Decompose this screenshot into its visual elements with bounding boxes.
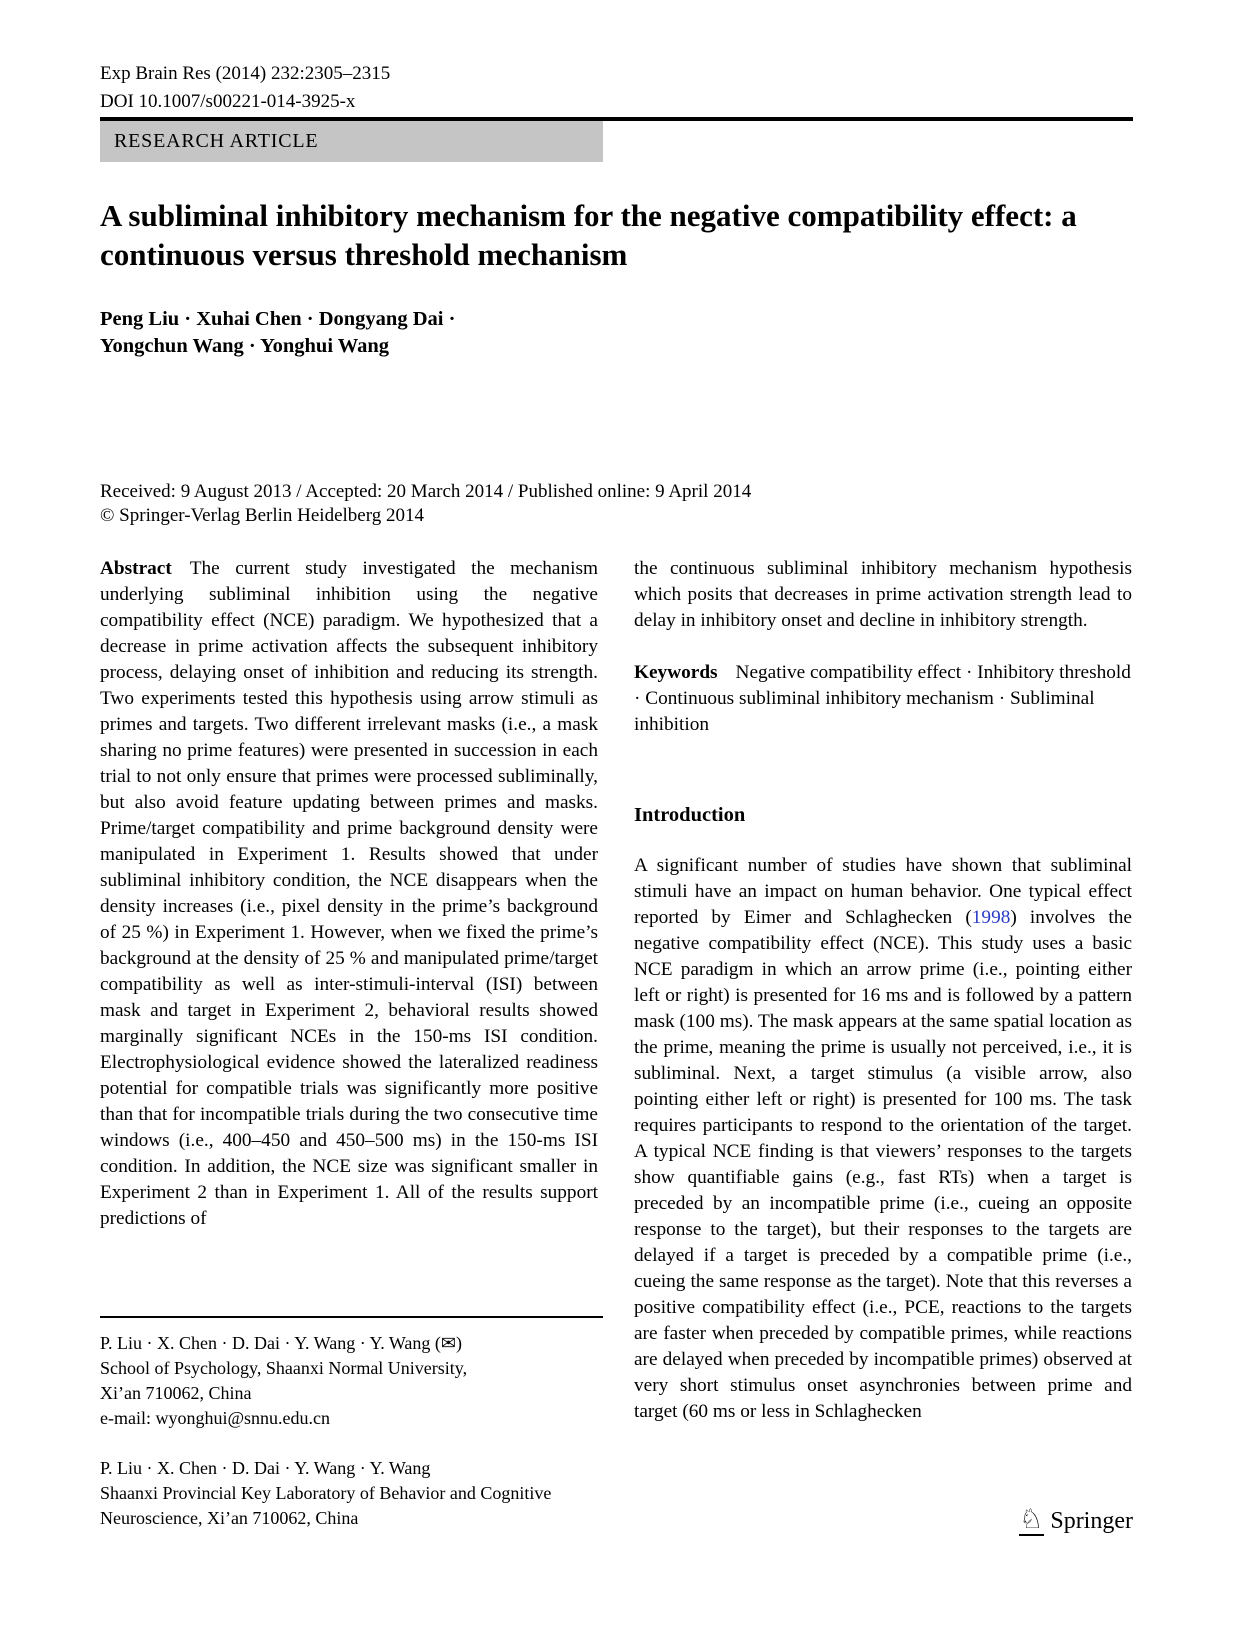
two-column-body (100, 556, 1133, 1425)
received-accepted-line: Received: 9 August 2013 / Accepted: 20 March 2014 / Published online: 9 April 2014 (100, 481, 752, 502)
abstract-paragraph (100, 556, 598, 1232)
citation-link-1998[interactable]: 1998 (971, 907, 1011, 928)
doi: DOI 10.1007/s00221-014-3925-x (100, 91, 356, 112)
footnote-group-2 (100, 1456, 603, 1531)
keywords-label: Keywords (634, 662, 718, 683)
authors-line-1: Peng Liu · Xuhai Chen · Dongyang Dai · (100, 308, 456, 330)
introduction-paragraph (634, 853, 1132, 1425)
footnote-email: e-mail: wyonghui@snnu.edu.cn (100, 1408, 331, 1428)
footnote-block (100, 1316, 603, 1531)
copyright-line: © Springer-Verlag Berlin Heidelberg 2014 (100, 505, 424, 526)
introduction-text-before-citation: A significant number of studies have shown that subliminal stimuli have an impact on human behavior. One typical effect reported by Eimer and Schlaghecken ( (634, 855, 1132, 928)
keywords-paragraph (634, 660, 1132, 738)
footnote-author-names: P. Liu · X. Chen · D. Dai · Y. Wang · Y. Wang (100, 1458, 431, 1478)
footnote-address: Xi’an 710062, China (100, 1383, 252, 1403)
correspondence-envelope-icon: (✉) (434, 1333, 462, 1353)
springer-wordmark: Springer (1050, 1508, 1133, 1534)
footnote-group-1 (100, 1331, 603, 1431)
journal-ref: Exp Brain Res (2014) 232:2305–2315 (100, 63, 391, 84)
footnote-author-names: P. Liu · X. Chen · D. Dai · Y. Wang · Y. Wang (100, 1333, 435, 1353)
abstract-text: The current study investigated the mechanism underlying subliminal inhibition using the negative compatibility effect (NCE) paradigm. We hypothesized that a decrease in prime activation affects the subsequent inhibitory process, delaying onset of inhibition and reducing its strength. Two experiments tested this hypothesis using arrow stimuli as primes and targets. Two different irrelevant masks (i.e., a mask sharing no prime features) were presented in succession in each trial to not only ensure that primes were processed subliminally, but also avoid feature updating between primes and masks. Prime/target compatibility and prime background density were manipulated in Experiment 1. Results showed that under subliminal inhibitory condition, the NCE disappears when the density increases (i.e., pixel density in the prime’s background of 25 %) in Experiment 1. However, when we fixed the prime’s background at the density of 25 % and manipulated prime/target compatibility as well as inter-stimuli-interval (ISI) between mask and target in Experiment 2, behavioral results showed marginally significant NCEs in the 150-ms ISI condition. Electrophysiological evidence showed the lateralized readiness potential for compatible trials was significantly more positive than that for incompatible trials during the two consecutive time windows (i.e., 400–450 and 450–500 ms) in the 150-ms ISI condition. In addition, the NCE size was significant smaller in Experiment 2 than in Experiment 1. All of the results support predictions of (100, 558, 598, 1229)
springer-knight-icon: ♘ (1019, 1504, 1044, 1534)
right-column (634, 556, 1132, 1425)
authors-line-2: Yongchun Wang · Yonghui Wang (100, 335, 390, 357)
authors-block (100, 306, 455, 360)
footnote-address: Neuroscience, Xi’an 710062, China (100, 1508, 359, 1528)
left-column (100, 556, 598, 1425)
section-heading-introduction: Introduction (634, 804, 746, 826)
keywords-text: Negative compatibility effect · Inhibitory threshold · Continuous subliminal inhibitory mechanism · Subliminal inhibition (634, 662, 1131, 735)
abstract-continued-paragraph: the continuous subliminal inhibitory mechanism hypothesis which posits that decreases in prime activation strength lead to delay in inhibitory onset and decline in inhibitory strength. (634, 558, 1132, 631)
paper-title: A subliminal inhibitory mechanism for the negative compatibility effect: a continuous versus threshold mechanism (100, 198, 1077, 272)
introduction-text-after-citation: ) involves the negative compatibility effect (NCE). This study uses a basic NCE paradigm in which an arrow prime (i.e., pointing either left or right) is presented for 16 ms and is followed by a pattern mask (100 ms). The mask appears at the same spatial location as the prime, meaning the prime is usually not perceived, i.e., it is subliminal. Next, a target stimulus (a visible arrow, also pointing either left or right) is presented for 100 ms. The task requires participants to respond to the orientation of the target. A typical NCE finding is that viewers’ responses to the targets show quantifiable gains (e.g., fast RTs) when a target is preceded by an incompatible prime (i.e., cueing an opposite response to the target), but their responses to the targets are delayed if a target is preceded by a compatible prime (i.e., cueing the same response as the target). Note that this reverses a positive compatibility effect (i.e., PCE, reactions to the targets are faster when preceded by compatible primes, while reactions are delayed when preceded by incompatible primes) observed at very short stimulus onset asynchronies between prime and target (60 ms or less in Schlaghecken (634, 907, 1132, 1422)
article-type-badge (100, 121, 603, 162)
springer-logo (988, 1504, 1133, 1535)
article-type-label: RESEARCH ARTICLE (114, 130, 319, 152)
abstract-label: Abstract (100, 558, 172, 579)
footnote-affiliation: School of Psychology, Shaanxi Normal University, (100, 1358, 468, 1378)
header-meta (100, 60, 390, 116)
publication-info (100, 480, 751, 528)
footnote-affiliation: Shaanxi Provincial Key Laboratory of Behavior and Cognitive (100, 1483, 552, 1503)
footnote-authors-line (100, 1331, 603, 1356)
